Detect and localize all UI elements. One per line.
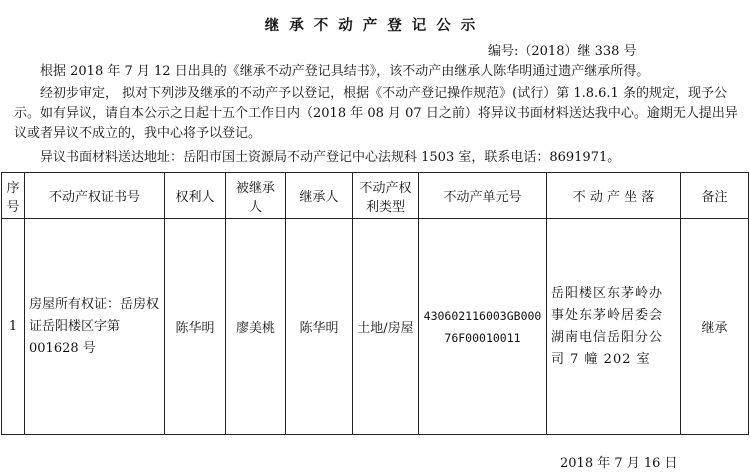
header-holder: 权利人 <box>165 173 226 219</box>
header-cert: 不动产权证书号 <box>25 173 165 219</box>
cell-heir: 陈华明 <box>286 219 353 435</box>
cell-cert: 房屋所有权证：岳房权证岳阳楼区字第 001628 号 <box>25 219 165 435</box>
intro-paragraph: 根据 2018 年 7 月 12 日出具的《继承不动产登记具结书》，该不动产由继承人陈华明通过遗产继承所得。 <box>40 64 650 79</box>
cell-location: 岳阳楼区东茅岭办事处东茅岭居委会湖南电信岳阳分公司 7 幢 202 室 <box>547 219 681 435</box>
cell-remark: 继承 <box>681 219 749 435</box>
header-heir: 继承人 <box>286 173 353 219</box>
table-header-row <box>2 173 749 219</box>
header-remark: 备注 <box>681 173 749 219</box>
cell-seq: 1 <box>2 219 25 435</box>
cell-right-type: 土地/房屋 <box>353 219 419 435</box>
page-title: 继承不动产登记公示 <box>264 18 486 34</box>
header-right-type: 不动产权利类型 <box>353 173 419 219</box>
document-number: 编号:（2018）继 338 号 <box>488 44 637 59</box>
header-seq: 序号 <box>2 173 25 219</box>
address-paragraph: 异议书面材料送达地址：岳阳市国土资源局不动产登记中心法规科 1503 室，联系电话：8691971。 <box>40 150 621 165</box>
header-unit-no: 不动产单元号 <box>419 173 547 219</box>
property-table <box>1 172 749 435</box>
header-location: 不 动 产 坐 落 <box>547 173 681 219</box>
header-decedent: 被继承人 <box>226 173 286 219</box>
table-row <box>2 219 749 435</box>
publish-date: 2018 年 7 月 16 日 <box>560 456 678 471</box>
cell-unit-no: 430602116003GB00076F00010011 <box>419 219 547 435</box>
cell-decedent: 廖美桃 <box>226 219 286 435</box>
cell-holder: 陈华明 <box>165 219 226 435</box>
review-paragraph: 经初步审定， 拟对下列涉及继承的不动产予以登记，根据《不动产登记操作规范》(试行）第 1.8.6.1 条的规定，现予公示。如有异议，请自本公示之日起十五个工作日内（2018 年 08 月 07 日之前）将异议书面材料送达我中心。逾期无人提出异议或者异议不成立的，我中心将予以登记。 <box>14 86 738 141</box>
